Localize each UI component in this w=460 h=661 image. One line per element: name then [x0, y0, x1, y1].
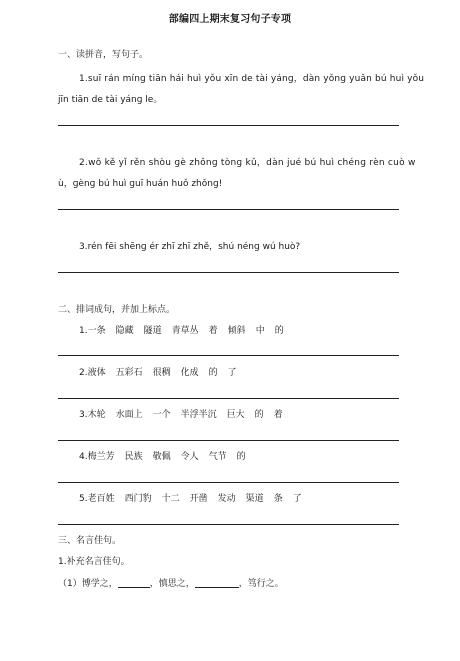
- pinyin-item-1-line1: 1.suī rán mínɡ tiān hái huì yǒu xīn de tài yánɡ，dàn yǒnɡ yuǎn bú huì yǒu: [79, 74, 425, 84]
- word: 梅兰芳: [87, 452, 115, 462]
- section-2-heading: 二、排词成句，并加上标点。: [58, 305, 176, 315]
- answer-line-7[interactable]: [58, 482, 399, 483]
- word-order-item-2: [79, 367, 247, 379]
- answer-line-2[interactable]: [58, 209, 399, 210]
- word: 半浮半沉: [180, 410, 217, 420]
- word-order-item-3: [79, 409, 293, 421]
- pinyin-item-2-line1: 2.wǒ kě yǐ rěn shòu ɡè zhǒnɡ tònɡ kǔ，dàn jué bú huì chénɡ rèn cuò w: [79, 158, 416, 168]
- section-3-heading: 三、名言佳句。: [58, 536, 122, 546]
- answer-line-8[interactable]: [58, 524, 399, 525]
- word: 的: [236, 452, 246, 462]
- word: 一个: [152, 410, 171, 420]
- item-number: 1.: [79, 326, 88, 336]
- word: 的: [274, 326, 284, 336]
- answer-line-3[interactable]: [58, 272, 399, 273]
- word: 木轮: [87, 410, 106, 420]
- word-order-item-1: [79, 325, 294, 337]
- word: 巨大: [226, 410, 245, 420]
- word: 老百姓: [87, 494, 115, 504]
- section-1-heading: 一、读拼音，写句子。: [58, 50, 149, 60]
- answer-line-6[interactable]: [58, 440, 399, 441]
- word: 青草丛: [171, 326, 199, 336]
- word: 的: [208, 368, 218, 378]
- quote-middle: ，慎思之，: [149, 579, 195, 589]
- quote-suffix: ，笃行之。: [238, 579, 284, 589]
- word: 令人: [180, 452, 199, 462]
- word: 中: [255, 326, 265, 336]
- word: 水面上: [115, 410, 143, 420]
- word: 条: [273, 494, 283, 504]
- word: 了: [292, 494, 302, 504]
- word: 倾斜: [227, 326, 246, 336]
- fill-in-quote-1: [58, 577, 284, 590]
- blank-2[interactable]: [195, 577, 239, 588]
- word: 着: [208, 326, 218, 336]
- answer-line-5[interactable]: [58, 398, 399, 399]
- word-order-item-4: [79, 451, 256, 463]
- section-3-subheading: 1.补充名言佳句。: [58, 557, 130, 567]
- item-number: 5.: [79, 494, 88, 504]
- answer-line-4[interactable]: [58, 355, 399, 356]
- word: 十二: [161, 494, 180, 504]
- word: 隐藏: [115, 326, 134, 336]
- item-number: 3.: [79, 410, 88, 420]
- word: 一条: [87, 326, 106, 336]
- word: 发动: [217, 494, 236, 504]
- word: 的: [254, 410, 264, 420]
- word: 隧道: [143, 326, 162, 336]
- item-number: 2.: [79, 368, 88, 378]
- blank-1[interactable]: [118, 577, 150, 588]
- word-order-item-5: [79, 493, 312, 505]
- word: 了: [227, 368, 237, 378]
- word: 渠道: [245, 494, 264, 504]
- word: 液体: [87, 368, 106, 378]
- word: 民族: [124, 452, 143, 462]
- answer-line-1[interactable]: [58, 125, 399, 126]
- word: 化成: [180, 368, 199, 378]
- word: 西门豹: [124, 494, 152, 504]
- pinyin-item-3-line1: 3.rén fēi shēnɡ ér zhī zhī zhě，shú nénɡ wú huò?: [79, 242, 301, 252]
- word: 着: [273, 410, 283, 420]
- page-title: 部编四上期末复习句子专项: [168, 14, 292, 25]
- quote-prefix: （1）博学之，: [58, 579, 118, 589]
- pinyin-item-1-line2: jīn tiān de tài yánɡ le。: [58, 95, 163, 105]
- pinyin-item-2-line2: ù，ɡènɡ bú huì ɡuī huán huǒ zhǒnɡ!: [58, 179, 223, 189]
- word: 很稠: [152, 368, 171, 378]
- word: 敬佩: [152, 452, 171, 462]
- item-number: 4.: [79, 452, 88, 462]
- word: 开凿: [189, 494, 208, 504]
- word: 五彩石: [115, 368, 143, 378]
- word: 气节: [208, 452, 227, 462]
